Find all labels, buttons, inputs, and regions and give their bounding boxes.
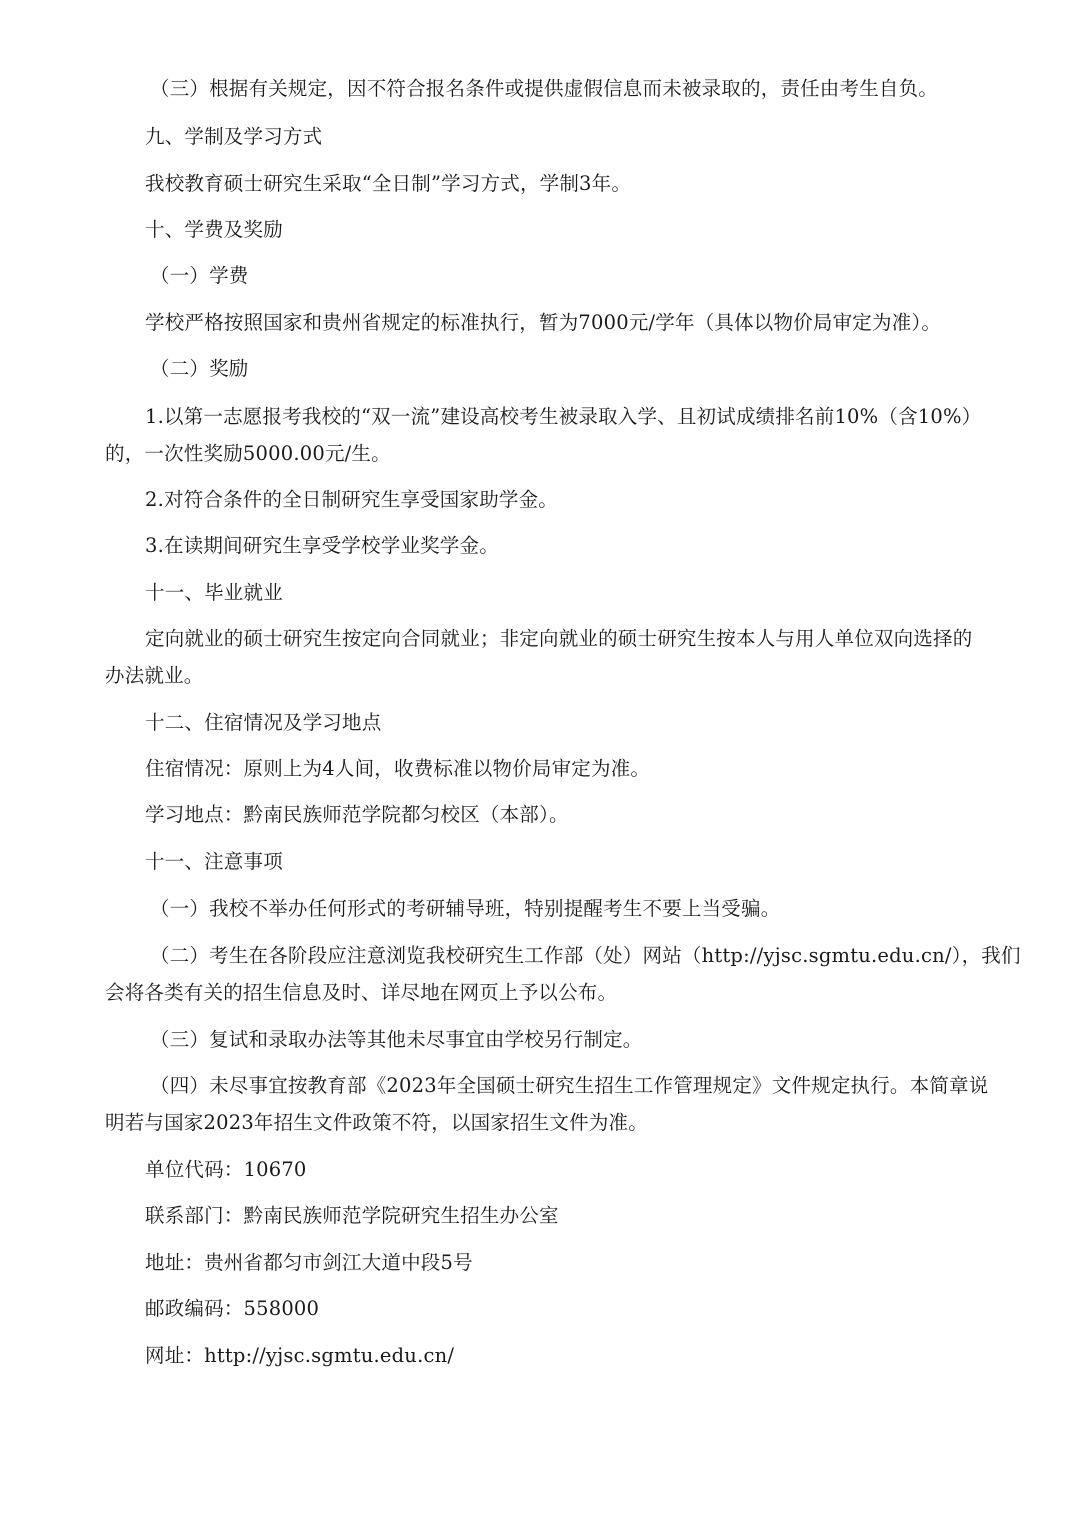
text-line: 明若与国家2023年招生文件政策不符，以国家招生文件为准。 <box>105 1111 648 1134</box>
text-line: （三）根据有关规定，因不符合报名条件或提供虚假信息而未被录取的，责任由考生自负。 <box>150 77 939 100</box>
text-line: （一）我校不举办任何形式的考研辅导班，特别提醒考生不要上当受骗。 <box>150 897 781 920</box>
text-line: 定向就业的硕士研究生按定向合同就业；非定向就业的硕士研究生按本人与用人单位双向选择的 <box>145 627 973 650</box>
text-line: （四）未尽事宜按教育部《2023年全国硕士研究生招生工作管理规定》文件规定执行。本简章说 <box>150 1074 989 1097</box>
contact-department: 联系部门：黔南民族师范学院研究生招生办公室 <box>145 1204 559 1227</box>
contact-postal-code: 邮政编码：558000 <box>145 1297 320 1320</box>
text-line: 我校教育硕士研究生采取“全日制”学习方式，学制3年。 <box>145 172 632 195</box>
text-line: 学习地点：黔南民族师范学院都匀校区（本部）。 <box>145 803 569 826</box>
text-line: 会将各类有关的招生信息及时、详尽地在网页上予以公布。 <box>105 981 618 1004</box>
contact-address: 地址：贵州省都匀市剑江大道中段5号 <box>145 1251 473 1274</box>
section-heading: 十、学费及奖励 <box>145 218 283 241</box>
contact-website: 网址：http://yjsc.sgmtu.edu.cn/ <box>145 1344 455 1367</box>
section-heading: 十二、住宿情况及学习地点 <box>145 711 382 734</box>
text-line: 学校严格按照国家和贵州省规定的标准执行，暂为7000元/学年（具体以物价局审定为准）。 <box>145 311 942 334</box>
text-line: 办法就业。 <box>105 664 204 687</box>
text-line: （三）复试和录取办法等其他未尽事宜由学校另行制定。 <box>150 1028 643 1051</box>
subsection-heading: （一）学费 <box>150 264 249 287</box>
text-line: 住宿情况：原则上为4人间，收费标准以物价局审定为准。 <box>145 757 651 780</box>
contact-unit-code: 单位代码：10670 <box>145 1158 307 1181</box>
subsection-heading: （二）奖励 <box>150 357 249 380</box>
text-line: 1.以第一志愿报考我校的“双一流”建设高校考生被录取入学、且初试成绩排名前10%（含10%） <box>145 405 982 428</box>
text-line: 3.在读期间研究生享受学校学业奖学金。 <box>145 534 499 557</box>
text-line: 2.对符合条件的全日制研究生享受国家助学金。 <box>145 488 559 511</box>
text-line: （二）考生在各阶段应注意浏览我校研究生工作部（处）网站（http://yjsc.sgmtu.edu.cn/），我们 <box>150 944 1021 967</box>
section-heading: 十一、毕业就业 <box>145 581 283 604</box>
section-heading: 十一、注意事项 <box>145 850 283 873</box>
section-heading: 九、学制及学习方式 <box>145 125 323 148</box>
text-line: 的，一次性奖励5000.00元/生。 <box>105 442 391 465</box>
